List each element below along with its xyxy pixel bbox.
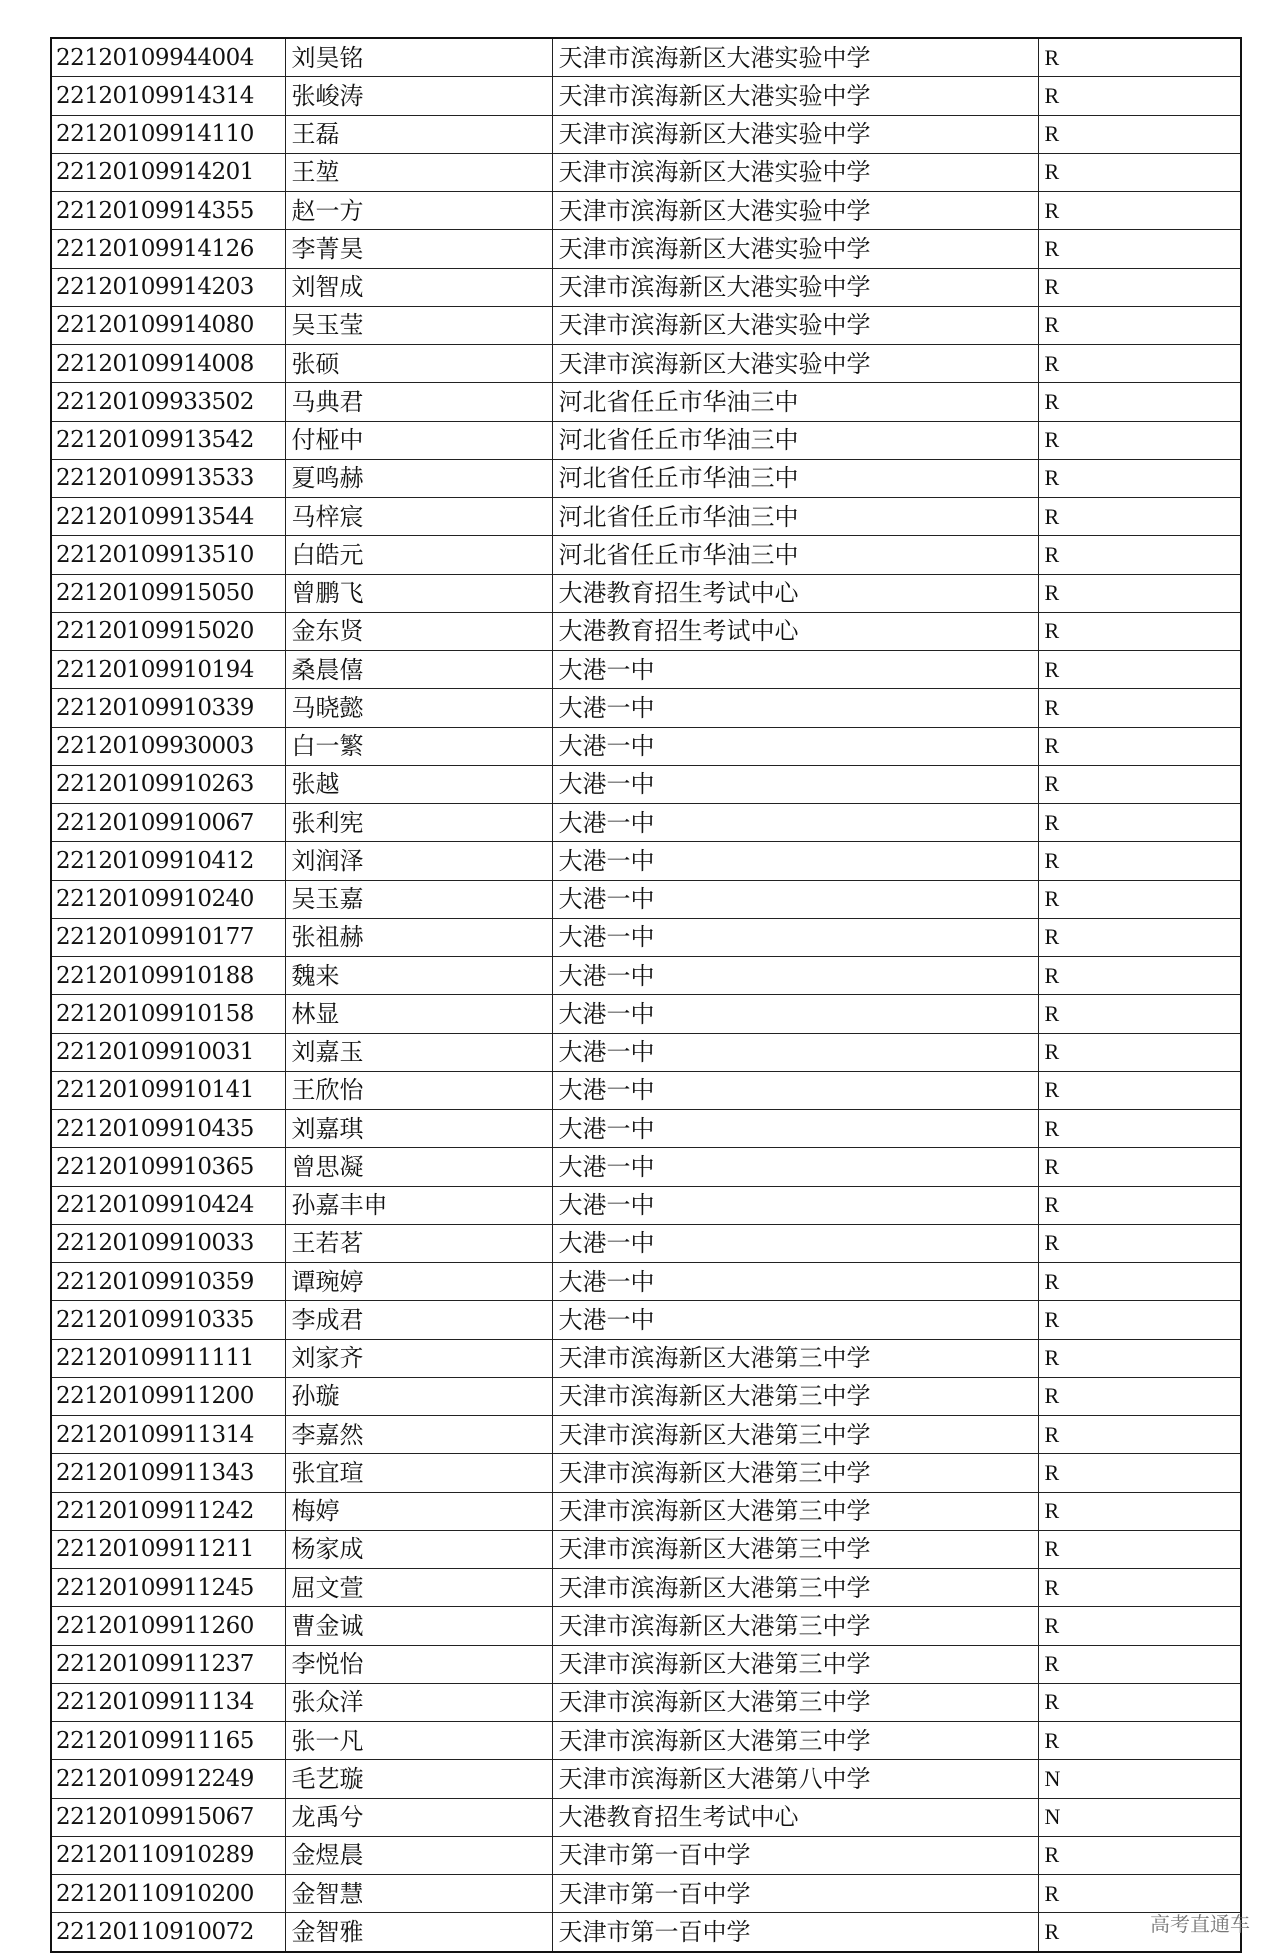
school-name-cell: 大港一中: [552, 727, 1038, 765]
school-name-cell: 天津市第一百中学: [552, 1913, 1038, 1952]
student-name-cell: 王磊: [285, 115, 552, 153]
student-name-cell: 王若茗: [285, 1224, 552, 1262]
status-code-cell: R: [1038, 1110, 1241, 1148]
exam-number-cell: 22120109914203: [51, 268, 285, 306]
school-name-cell: 大港一中: [552, 1263, 1038, 1301]
table-row: [51, 1224, 1241, 1262]
status-code-cell: R: [1038, 880, 1241, 918]
student-name-cell: 王欣怡: [285, 1071, 552, 1109]
exam-number-cell: 22120109913510: [51, 536, 285, 574]
table-row: [51, 1148, 1241, 1186]
school-name-cell: 大港一中: [552, 1071, 1038, 1109]
exam-number-cell: 22120109911237: [51, 1645, 285, 1683]
exam-number-cell: 22120109914314: [51, 77, 285, 115]
school-name-cell: 大港教育招生考试中心: [552, 574, 1038, 612]
school-name-cell: 天津市滨海新区大港实验中学: [552, 77, 1038, 115]
table-row: [51, 1722, 1241, 1760]
school-name-cell: 大港一中: [552, 842, 1038, 880]
exam-number-cell: 22120109911211: [51, 1530, 285, 1568]
table-row: [51, 880, 1241, 918]
exam-number-cell: 22120109911111: [51, 1339, 285, 1377]
status-code-cell: R: [1038, 651, 1241, 689]
table-row: [51, 804, 1241, 842]
status-code-cell: R: [1038, 1301, 1241, 1339]
school-name-cell: 大港一中: [552, 765, 1038, 803]
status-code-cell: R: [1038, 498, 1241, 536]
student-name-cell: 金东贤: [285, 612, 552, 650]
status-code-cell: R: [1038, 1836, 1241, 1874]
student-name-cell: 金智慧: [285, 1875, 552, 1913]
school-name-cell: 天津市滨海新区大港第三中学: [552, 1454, 1038, 1492]
student-name-cell: 杨家成: [285, 1530, 552, 1568]
student-name-cell: 屈文萱: [285, 1569, 552, 1607]
student-name-cell: 孙嘉丰申: [285, 1186, 552, 1224]
watermark-text: 高考直通车: [1150, 1912, 1250, 1936]
table-row: [51, 1836, 1241, 1874]
table-row: [51, 38, 1241, 77]
school-name-cell: 天津市第一百中学: [552, 1836, 1038, 1874]
status-code-cell: R: [1038, 995, 1241, 1033]
student-name-cell: 孙璇: [285, 1377, 552, 1415]
exam-number-cell: 22120109913542: [51, 421, 285, 459]
exam-number-cell: 22120109915050: [51, 574, 285, 612]
exam-number-cell: 22120109910031: [51, 1033, 285, 1071]
table-row: [51, 1530, 1241, 1568]
exam-number-cell: 22120109913544: [51, 498, 285, 536]
status-code-cell: R: [1038, 727, 1241, 765]
exam-number-cell: 22120109915067: [51, 1798, 285, 1836]
status-code-cell: R: [1038, 268, 1241, 306]
status-code-cell: R: [1038, 842, 1241, 880]
student-name-cell: 刘智成: [285, 268, 552, 306]
exam-number-cell: 22120109912249: [51, 1760, 285, 1798]
student-name-cell: 曾鹏飞: [285, 574, 552, 612]
table-row: [51, 1683, 1241, 1721]
student-name-cell: 吴玉嘉: [285, 880, 552, 918]
exam-number-cell: 22120109910435: [51, 1110, 285, 1148]
table-row: [51, 421, 1241, 459]
school-name-cell: 天津市滨海新区大港第八中学: [552, 1760, 1038, 1798]
school-name-cell: 大港一中: [552, 1301, 1038, 1339]
table-row: [51, 689, 1241, 727]
student-name-cell: 桑晨僖: [285, 651, 552, 689]
table-row: [51, 1339, 1241, 1377]
status-code-cell: R: [1038, 957, 1241, 995]
table-row: [51, 1798, 1241, 1836]
student-name-cell: 曾思凝: [285, 1148, 552, 1186]
student-name-cell: 夏鸣赫: [285, 459, 552, 497]
student-name-cell: 刘嘉琪: [285, 1110, 552, 1148]
table-row: [51, 1301, 1241, 1339]
table-row: [51, 498, 1241, 536]
table-row: [51, 918, 1241, 956]
table-row: [51, 1377, 1241, 1415]
school-name-cell: 大港一中: [552, 995, 1038, 1033]
student-table: [50, 37, 1242, 1953]
status-code-cell: R: [1038, 536, 1241, 574]
exam-number-cell: 22120109910424: [51, 1186, 285, 1224]
status-code-cell: R: [1038, 1224, 1241, 1262]
exam-number-cell: 22120109910240: [51, 880, 285, 918]
student-name-cell: 张峻涛: [285, 77, 552, 115]
status-code-cell: R: [1038, 1722, 1241, 1760]
student-name-cell: 刘润泽: [285, 842, 552, 880]
table-row: [51, 1492, 1241, 1530]
exam-number-cell: 22120109914355: [51, 192, 285, 230]
results-sheet: [50, 37, 1240, 1953]
table-row: [51, 306, 1241, 344]
status-code-cell: R: [1038, 1148, 1241, 1186]
school-name-cell: 天津市滨海新区大港实验中学: [552, 153, 1038, 191]
exam-number-cell: 22120109911343: [51, 1454, 285, 1492]
student-name-cell: 谭琬婷: [285, 1263, 552, 1301]
student-name-cell: 马晓懿: [285, 689, 552, 727]
exam-number-cell: 22120110910289: [51, 1836, 285, 1874]
student-name-cell: 李成君: [285, 1301, 552, 1339]
table-row: [51, 1033, 1241, 1071]
status-code-cell: R: [1038, 459, 1241, 497]
status-code-cell: R: [1038, 1492, 1241, 1530]
student-name-cell: 马梓宸: [285, 498, 552, 536]
table-row: [51, 192, 1241, 230]
exam-number-cell: 22120109910365: [51, 1148, 285, 1186]
table-row: [51, 727, 1241, 765]
table-row: [51, 765, 1241, 803]
table-row: [51, 995, 1241, 1033]
exam-number-cell: 22120109910033: [51, 1224, 285, 1262]
school-name-cell: 天津市滨海新区大港实验中学: [552, 192, 1038, 230]
student-name-cell: 白皓元: [285, 536, 552, 574]
school-name-cell: 大港教育招生考试中心: [552, 1798, 1038, 1836]
exam-number-cell: 22120109910412: [51, 842, 285, 880]
school-name-cell: 天津市滨海新区大港第三中学: [552, 1530, 1038, 1568]
student-name-cell: 金智雅: [285, 1913, 552, 1952]
student-name-cell: 李菁昊: [285, 230, 552, 268]
status-code-cell: R: [1038, 1875, 1241, 1913]
school-name-cell: 大港一中: [552, 804, 1038, 842]
student-name-cell: 林显: [285, 995, 552, 1033]
school-name-cell: 大港一中: [552, 1110, 1038, 1148]
exam-number-cell: 22120109944004: [51, 38, 285, 77]
student-name-cell: 付桠中: [285, 421, 552, 459]
table-row: [51, 842, 1241, 880]
student-name-cell: 曹金诚: [285, 1607, 552, 1645]
exam-number-cell: 22120109911200: [51, 1377, 285, 1415]
student-name-cell: 魏来: [285, 957, 552, 995]
exam-number-cell: 22120109911134: [51, 1683, 285, 1721]
table-row: [51, 230, 1241, 268]
student-name-cell: 毛艺璇: [285, 1760, 552, 1798]
school-name-cell: 河北省任丘市华油三中: [552, 498, 1038, 536]
school-name-cell: 天津市滨海新区大港实验中学: [552, 345, 1038, 383]
status-code-cell: R: [1038, 1454, 1241, 1492]
exam-number-cell: 22120109910141: [51, 1071, 285, 1109]
school-name-cell: 天津市滨海新区大港第三中学: [552, 1683, 1038, 1721]
table-row: [51, 153, 1241, 191]
school-name-cell: 天津市滨海新区大港第三中学: [552, 1722, 1038, 1760]
exam-number-cell: 22120109914080: [51, 306, 285, 344]
status-code-cell: R: [1038, 192, 1241, 230]
status-code-cell: R: [1038, 612, 1241, 650]
status-code-cell: R: [1038, 1569, 1241, 1607]
status-code-cell: R: [1038, 77, 1241, 115]
exam-number-cell: 22120109915020: [51, 612, 285, 650]
status-code-cell: R: [1038, 918, 1241, 956]
student-name-cell: 白一繁: [285, 727, 552, 765]
school-name-cell: 天津市第一百中学: [552, 1875, 1038, 1913]
status-code-cell: R: [1038, 1645, 1241, 1683]
school-name-cell: 天津市滨海新区大港第三中学: [552, 1377, 1038, 1415]
student-name-cell: 王堃: [285, 153, 552, 191]
table-row: [51, 574, 1241, 612]
status-code-cell: R: [1038, 306, 1241, 344]
status-code-cell: R: [1038, 153, 1241, 191]
status-code-cell: R: [1038, 38, 1241, 77]
table-row: [51, 1875, 1241, 1913]
table-row: [51, 1110, 1241, 1148]
status-code-cell: R: [1038, 1033, 1241, 1071]
status-code-cell: R: [1038, 1263, 1241, 1301]
student-name-cell: 刘家齐: [285, 1339, 552, 1377]
student-name-cell: 赵一方: [285, 192, 552, 230]
exam-number-cell: 22120109910194: [51, 651, 285, 689]
student-name-cell: 张越: [285, 765, 552, 803]
school-name-cell: 天津市滨海新区大港第三中学: [552, 1569, 1038, 1607]
table-body: [51, 38, 1241, 1952]
table-row: [51, 1416, 1241, 1454]
student-name-cell: 金煜晨: [285, 1836, 552, 1874]
exam-number-cell: 22120109911165: [51, 1722, 285, 1760]
status-code-cell: R: [1038, 1607, 1241, 1645]
table-row: [51, 345, 1241, 383]
exam-number-cell: 22120109910158: [51, 995, 285, 1033]
table-row: [51, 957, 1241, 995]
exam-number-cell: 22120109913533: [51, 459, 285, 497]
school-name-cell: 大港一中: [552, 957, 1038, 995]
status-code-cell: R: [1038, 1683, 1241, 1721]
status-code-cell: R: [1038, 689, 1241, 727]
table-row: [51, 77, 1241, 115]
table-row: [51, 1186, 1241, 1224]
school-name-cell: 河北省任丘市华油三中: [552, 421, 1038, 459]
table-row: [51, 115, 1241, 153]
table-row: [51, 1607, 1241, 1645]
student-name-cell: 张利宪: [285, 804, 552, 842]
exam-number-cell: 22120110910072: [51, 1913, 285, 1952]
exam-number-cell: 22120109911260: [51, 1607, 285, 1645]
table-row: [51, 459, 1241, 497]
school-name-cell: 天津市滨海新区大港第三中学: [552, 1645, 1038, 1683]
school-name-cell: 河北省任丘市华油三中: [552, 536, 1038, 574]
student-name-cell: 张祖赫: [285, 918, 552, 956]
school-name-cell: 大港一中: [552, 1186, 1038, 1224]
table-row: [51, 1454, 1241, 1492]
exam-number-cell: 22120109911242: [51, 1492, 285, 1530]
exam-number-cell: 22120109914201: [51, 153, 285, 191]
table-row: [51, 1071, 1241, 1109]
status-code-cell: N: [1038, 1760, 1241, 1798]
student-name-cell: 李悦怡: [285, 1645, 552, 1683]
table-row: [51, 1760, 1241, 1798]
exam-number-cell: 22120110910200: [51, 1875, 285, 1913]
status-code-cell: R: [1038, 383, 1241, 421]
exam-number-cell: 22120109910067: [51, 804, 285, 842]
status-code-cell: R: [1038, 1339, 1241, 1377]
status-code-cell: R: [1038, 115, 1241, 153]
school-name-cell: 天津市滨海新区大港实验中学: [552, 306, 1038, 344]
status-code-cell: R: [1038, 804, 1241, 842]
student-name-cell: 张一凡: [285, 1722, 552, 1760]
status-code-cell: R: [1038, 1377, 1241, 1415]
table-row: [51, 383, 1241, 421]
exam-number-cell: 22120109910188: [51, 957, 285, 995]
student-name-cell: 刘嘉玉: [285, 1033, 552, 1071]
status-code-cell: R: [1038, 1913, 1241, 1952]
exam-number-cell: 22120109914110: [51, 115, 285, 153]
school-name-cell: 大港一中: [552, 689, 1038, 727]
table-row: [51, 1645, 1241, 1683]
exam-number-cell: 22120109910263: [51, 765, 285, 803]
exam-number-cell: 22120109914008: [51, 345, 285, 383]
exam-number-cell: 22120109910335: [51, 1301, 285, 1339]
exam-number-cell: 22120109911245: [51, 1569, 285, 1607]
table-row: [51, 1569, 1241, 1607]
exam-number-cell: 22120109933502: [51, 383, 285, 421]
table-row: [51, 651, 1241, 689]
status-code-cell: R: [1038, 765, 1241, 803]
school-name-cell: 大港一中: [552, 651, 1038, 689]
exam-number-cell: 22120109930003: [51, 727, 285, 765]
exam-number-cell: 22120109914126: [51, 230, 285, 268]
school-name-cell: 天津市滨海新区大港实验中学: [552, 115, 1038, 153]
school-name-cell: 大港一中: [552, 880, 1038, 918]
table-row: [51, 1263, 1241, 1301]
school-name-cell: 河北省任丘市华油三中: [552, 459, 1038, 497]
status-code-cell: R: [1038, 1416, 1241, 1454]
student-name-cell: 马典君: [285, 383, 552, 421]
status-code-cell: R: [1038, 574, 1241, 612]
school-name-cell: 河北省任丘市华油三中: [552, 383, 1038, 421]
exam-number-cell: 22120109910359: [51, 1263, 285, 1301]
exam-number-cell: 22120109910339: [51, 689, 285, 727]
student-name-cell: 张宜瑄: [285, 1454, 552, 1492]
school-name-cell: 大港一中: [552, 918, 1038, 956]
status-code-cell: R: [1038, 1186, 1241, 1224]
status-code-cell: R: [1038, 1530, 1241, 1568]
school-name-cell: 天津市滨海新区大港第三中学: [552, 1339, 1038, 1377]
school-name-cell: 大港一中: [552, 1224, 1038, 1262]
table-row: [51, 612, 1241, 650]
student-name-cell: 刘昊铭: [285, 38, 552, 77]
exam-number-cell: 22120109911314: [51, 1416, 285, 1454]
table-row: [51, 1913, 1241, 1952]
table-row: [51, 268, 1241, 306]
status-code-cell: N: [1038, 1798, 1241, 1836]
school-name-cell: 天津市滨海新区大港实验中学: [552, 38, 1038, 77]
status-code-cell: R: [1038, 421, 1241, 459]
school-name-cell: 大港一中: [552, 1148, 1038, 1186]
school-name-cell: 天津市滨海新区大港实验中学: [552, 268, 1038, 306]
school-name-cell: 天津市滨海新区大港实验中学: [552, 230, 1038, 268]
student-name-cell: 梅婷: [285, 1492, 552, 1530]
school-name-cell: 大港教育招生考试中心: [552, 612, 1038, 650]
exam-number-cell: 22120109910177: [51, 918, 285, 956]
student-name-cell: 张硕: [285, 345, 552, 383]
school-name-cell: 天津市滨海新区大港第三中学: [552, 1492, 1038, 1530]
school-name-cell: 天津市滨海新区大港第三中学: [552, 1416, 1038, 1454]
school-name-cell: 大港一中: [552, 1033, 1038, 1071]
status-code-cell: R: [1038, 1071, 1241, 1109]
student-name-cell: 李嘉然: [285, 1416, 552, 1454]
table-row: [51, 536, 1241, 574]
status-code-cell: R: [1038, 345, 1241, 383]
student-name-cell: 张众洋: [285, 1683, 552, 1721]
school-name-cell: 天津市滨海新区大港第三中学: [552, 1607, 1038, 1645]
status-code-cell: R: [1038, 230, 1241, 268]
student-name-cell: 龙禹兮: [285, 1798, 552, 1836]
student-name-cell: 吴玉莹: [285, 306, 552, 344]
